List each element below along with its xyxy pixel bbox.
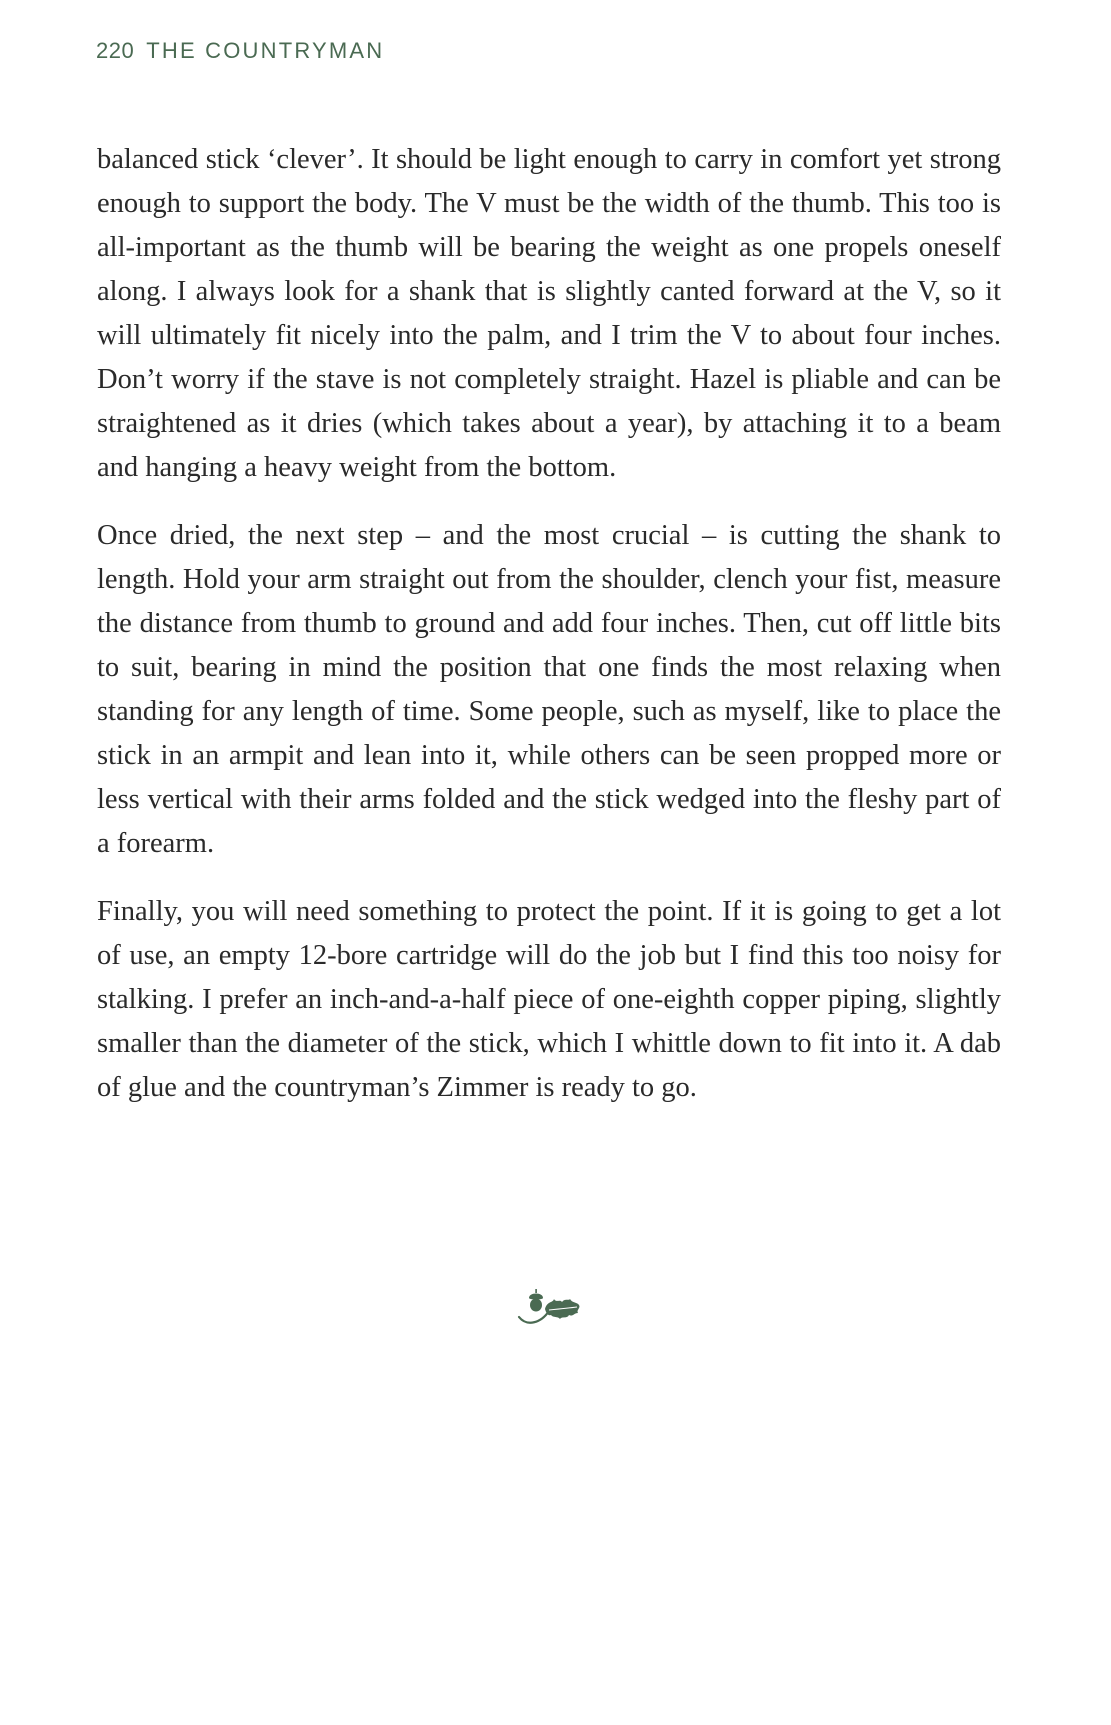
paragraph-2: Once dried, the next step – and the most crucial – is cutting the shank to length. Hold your arm straight out from the shoulder, clench your fist, measure the distance from thumb to ground and add four inches. Then, cut off little bits to suit, bearing in mind the position that one finds the most relaxing when standing for any length of time. Some people, such as myself, like to place the stick in an armpit and lean into it, while others can be seen propped more or less vertical with their arms folded and the stick wedged into the fleshy part of a forearm. — [97, 520, 1001, 859]
page-number: 220 — [96, 38, 135, 63]
acorn-oak-leaf-icon — [515, 1287, 587, 1329]
book-title: THE COUNTRYMAN — [146, 38, 385, 63]
paragraph-3: Finally, you will need something to protect the point. If it is going to get a lot of use, an empty 12-bore cartridge will do the job but I find this too noisy for stalking. I prefer an inch-and-a-half piece of one-eighth copper piping, slightly smaller than the diameter of the stick, which I whittle down to fit into it. A dab of glue and the countryman’s Zimmer is ready to go. — [97, 896, 1001, 1103]
paragraph-1: balanced stick ‘clever’. It should be light enough to carry in comfort yet strong enough to support the body. The V must be the width of the thumb. This too is all-important as the thumb will be bearing the weight as one propels oneself along. I always look for a shank that is slightly canted forward at the V, so it will ultimately fit nicely into the palm, and I trim the V to about four inches. Don’t worry if the stave is not completely straight. Hazel is pliable and can be straightened as it dries (which takes about a year), by attaching it to a beam and hanging a heavy weight from the bottom. — [97, 144, 1001, 483]
body-text — [97, 138, 1001, 1134]
running-head — [96, 38, 384, 64]
